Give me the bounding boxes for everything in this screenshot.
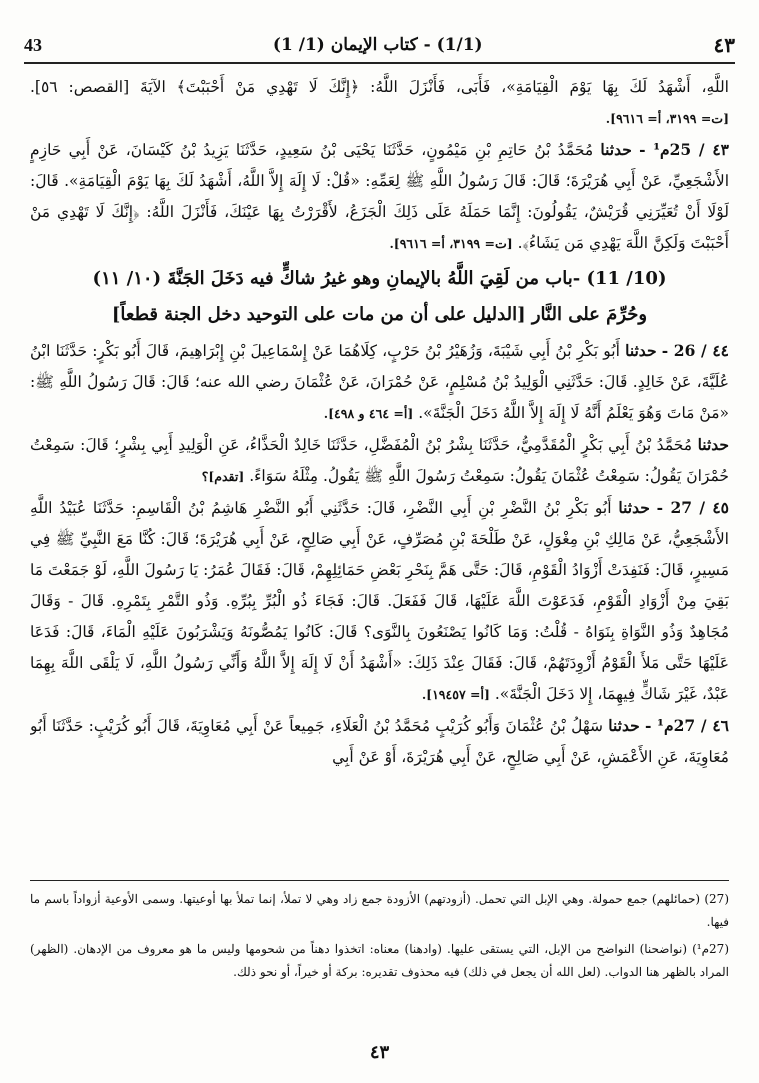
hadith-number: ٤٦ / 27م¹ - [644,716,729,735]
hadith-paragraph [30,134,729,259]
hadith-text: مُحَمَّدُ بْنُ حَاتِمِ بْنِ مَيْمُونٍ، حَدَّثَنَا يَحْيَى بْنُ سَعِيدٍ، حَدَّثَنَا يَزِيدُ بْنُ كَيْسَانَ، عَنْ أَبِي حَازِمٍ الأَشْجَعِيِّ، عَنْ أَبِي هُرَيْرَةَ؛ قَالَ: قَالَ رَسُولُ اللَّهِ ﷺ لِعَمِّهِ: «قُلْ: لَا إِلَهَ إِلاَّ اللَّهُ، أَشْهَدُ لَكَ بِهَا يَوْمَ الْقِيَامَةِ». قَالَ: لَوْلَا أَنْ تُعَيِّرَنِي قُرَيْشٌ، يَقُولُونَ: إِنَّمَا حَمَلَهُ عَلَى ذَلِكَ الْجَزَعُ، لأَقْرَرْتُ بِهَا عَيْنَكَ، فَأَنْزَلَ اللَّهُ: ﴿إِنَّكَ لَا تَهْدِي مَنْ أَحْبَبْتَ وَلَكِنَّ اللَّهَ يَهْدِي مَن يَشَاءُ﴾. [30,141,729,252]
footnote: (27) (حمائلهم) جمع حمولة. وهي الإبل التي تحمل. (أزودتهم) الأزودة جمع زاد وهي لا تملأ، إنما تملأ بها أوعيتها. وسمى الأوعية أزواداً باسم ما فيها. [30,892,729,929]
hadith-text: سَهْلُ بْنُ عُثْمَانَ وَأَبُو كُرَيْبٍ مُحَمَّدُ بْنُ الْعَلَاءِ، جَمِيعاً عَنْ أَبِي مُعَاوِيَةَ، قَالَ أَبُو كُرَيْبٍ: حَدَّثَنَا أَبُو مُعَاوِيَةَ، عَنِ الأَعْمَشِ، عَنْ أَبِي صَالِحٍ، عَنْ أَبِي هُرَيْرَةَ، أَوْ عَنْ أَبِي [30,717,729,766]
main-text [30,72,729,872]
hadith-lead: حدثنا [600,140,632,159]
hadith-lead: حدثنا [697,435,729,454]
hadith-lead: حدثنا [608,716,640,735]
chapter-title-line2: وحُرِّمَ على النَّار [الدليل على أن من مات على التوحيد دخل الجنة قطعاً] [111,304,648,325]
hadith-lead: حدثنا [618,498,650,517]
page-number-arabic: ٤٣ [713,33,735,57]
hadith-paragraph [30,429,729,492]
footer-page-number: ٤٣ [369,1042,390,1063]
hadith-paragraph [30,335,729,429]
hadith-paragraph [30,72,729,134]
hadith-text: أَبُو بَكْرِ بْنُ أَبِي شَيْبَةَ، وَزُهَيْرُ بْنُ حَرْبٍ، كِلَاهُمَا عَنْ إِسْمَاعِيلَ بْنِ إِبْرَاهِيمَ، قَالَ أَبُو بَكْرٍ: حَدَّثَنَا ابْنُ عُلَيَّةَ، عَنْ خَالِدٍ. قَالَ: حَدَّثَنِي الْوَلِيدُ بْنُ مُسْلِمٍ، عَنْ حُمْرَانَ، عَنْ عُثْمَانَ رضي الله عنه؛ قَالَ: قَالَ رَسُولُ اللَّهِ ﷺ: «مَنْ مَاتَ وَهُوَ يَعْلَمُ أَنَّهُ لَا إِلَهَ إِلاَّ اللَّهُ دَخَلَ الْجَنَّةَ». [30,342,729,422]
chapter-title-line1: (10/ 11) -باب من لَقِيَ اللَّهُ بالإيمانِ وهو غيرُ شاكٍّ فيه دَخَلَ الجَنَّةَ (١٠/ ١١) [92,268,667,289]
hadith-reference: [ت= ٣١٩٩، أ= ٩٦١٦]. [605,111,729,126]
hadith-paragraph [30,710,729,773]
hadith-lead: حدثنا [625,341,657,360]
hadith-number: ٤٥ / 27 - [656,498,729,517]
hadith-text: مُحَمَّدُ بْنُ أَبِي بَكْرٍ الْمُقَدَّمِيُّ، حَدَّثَنَا بِشْرُ بْنُ الْمُفَضَّلِ، حَدَّثَنَا خَالِدٌ الْحَذَّاءُ، عَنِ الْوَلِيدِ أَبِي بِشْرٍ؛ قَالَ: سَمِعْتُ حُمْرَانَ يَقُولُ: سَمِعْتُ عُثْمَانَ يَقُولُ: سَمِعْتُ رَسُولَ اللَّهِ ﷺ يَقُولُ. مِثْلَهُ سَوَاءً. [30,436,729,485]
hadith-text: أَبُو بَكْرِ بْنُ النَّضْرِ بْنِ أَبِي النَّضْرِ، قَالَ: حَدَّثَنِي أَبُو النَّضْرِ هَاشِمُ بْنُ الْقَاسِمِ: حَدَّثَنَا عُبَيْدُ اللَّهِ الأَشْجَعِيُّ، عَنْ مَالِكِ بْنِ مِغْوَلٍ، عَنْ طَلْحَةَ بْنِ مُصَرِّفٍ، عَنْ أَبِي صَالِحٍ، عَنْ أَبِي هُرَيْرَةَ؛ قَالَ: كُنَّا مَعَ النَّبِيِّ ﷺ فِي مَسِيرٍ، قَالَ: فَنَفِدَتْ أَزْوَادُ الْقَوْمِ، قَالَ: حَتَّى هَمَّ بِنَحْرِ بَعْضِ حَمَائِلِهِمْ، قَالَ: فَقَالَ عُمَرُ: يَا رَسُولَ اللَّهِ، لَوْ جَمَعْتَ مَا بَقِيَ مِنْ أَزْوَادِ الْقَوْمِ، فَدَعَوْتَ اللَّهَ عَلَيْهَا، قَالَ فَفَعَلَ. قَالَ: فَجَاءَ ذُو الْبُرِّ بِبُرِّهِ. وَذُو التَّمْرِ بِتَمْرِهِ. قَالَ - وَقَالَ مُجَاهِدٌ وَذُو النَّوَاةِ بِنَوَاهُ - قُلْتُ: وَمَا كَانُوا يَصْنَعُونَ بِالنَّوَى؟ قَالَ: كَانُوا يَمُصُّونَهُ وَيَشْرَبُونَ عَلَيْهِ الْمَاءَ، قَالَ: فَدَعَا عَلَيْهَا حَتَّى مَلأَ الْقَوْمُ أَزْوِدَتَهُمْ، قَالَ: فَقَالَ عِنْدَ ذَلِكَ: «أَشْهَدُ أَنْ لَا إِلَهَ إِلاَّ اللَّهُ وَأَنِّي رَسُولُ اللَّهِ، لَا يَلْقَى اللَّهَ بِهِمَا عَبْدٌ، غَيْرَ شَاكٍّ فِيهِمَا، إِلا دَخَلَ الْجَنَّةَ». [30,499,729,703]
footnotes [30,888,729,988]
chapter-heading [30,261,729,333]
hadith-reference: [أ= ٤٦٤ و ٤٩٨]. [323,406,414,421]
hadith-text: اللَّهِ، أَشْهَدُ لَكَ بِهَا يَوْمَ الْقِيَامَةِ»، فَأَبَى، فَأَنْزَلَ اللَّهُ: ﴿إِنَّكَ لَا تَهْدِي مَنْ أَحْبَبْتَ﴾ الآيَةَ [القصص: ٥٦]. [30,78,729,96]
page-header [24,28,735,64]
hadith-reference: [أ= ١٩٤٥٧]. [421,687,490,702]
hadith-paragraph [30,492,729,710]
hadith-number: ٤٤ / 26 - [661,341,729,360]
running-title: (1/1) - كتاب الإيمان (1/ 1) [272,35,483,55]
hadith-number: ٤٣ / 25م¹ - [639,140,729,159]
hadith-reference: [تقدم]؟ [201,469,245,484]
hadith-reference: [ت= ٣١٩٩، أ= ٩٦١٦]. [389,236,513,251]
footnote: (27م¹) (نواضحنا) النواضح من الإبل، التي يستقى عليها. (وادهنا) معناه: اتخذوا دهناً من شحومها وليس ما هو معروف من الإدهان. (الظهر) المراد بالظهر هنا الدواب. (لعل الله أن يجعل في ذلك) فيه محذوف تقديره: بركة أو خيراً، أو نحو ذلك. [30,942,729,979]
page-number-latin: 43 [24,34,42,55]
footnote-divider [30,880,729,881]
